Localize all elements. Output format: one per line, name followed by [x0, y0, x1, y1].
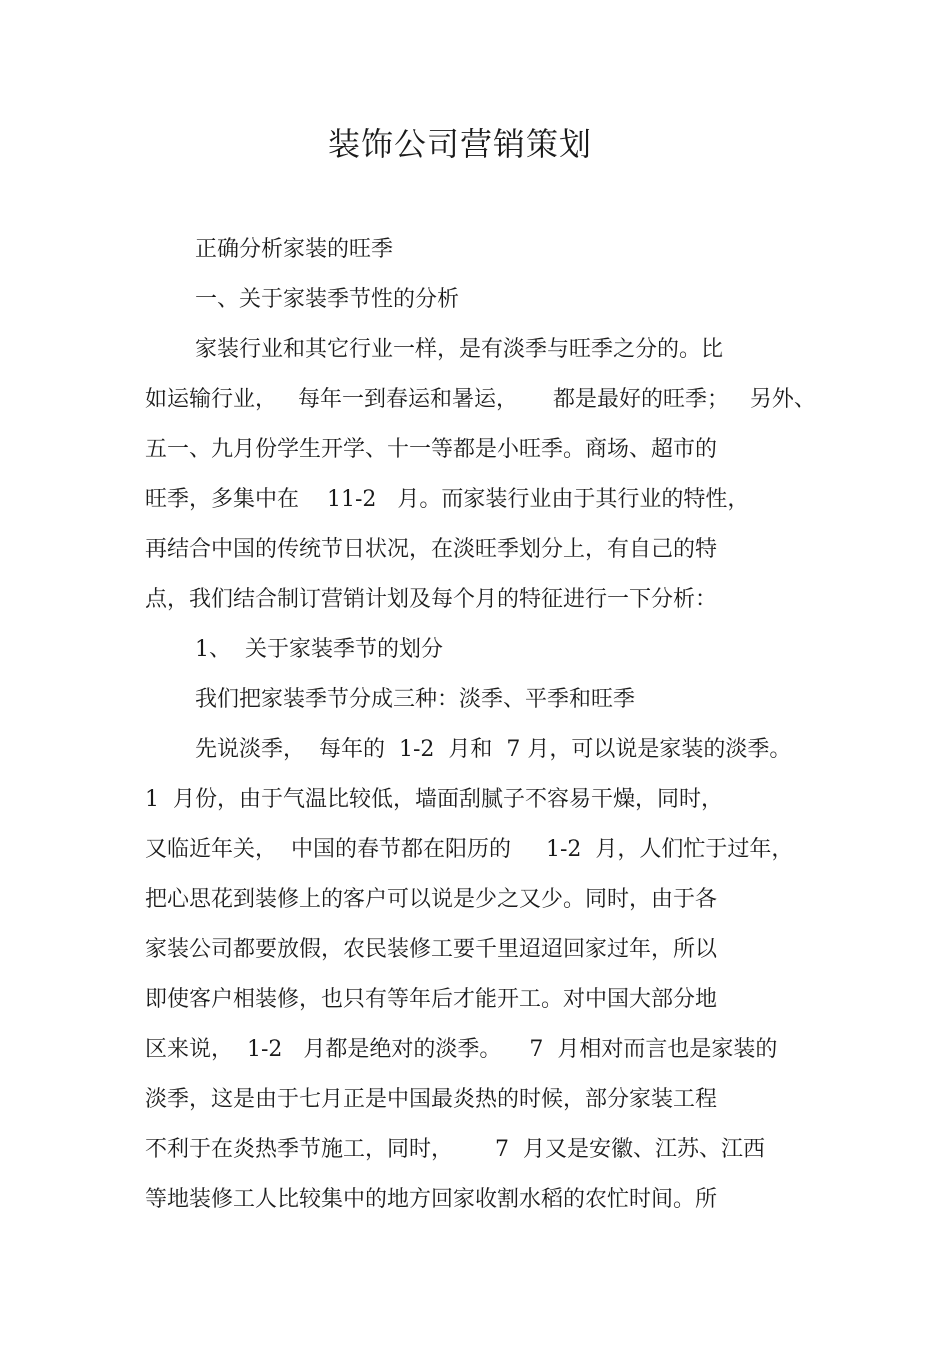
section-heading: 正确分析家装的旺季	[195, 237, 394, 262]
document-body	[145, 225, 845, 1225]
list-item-heading: 1、 关于家装季节的划分	[195, 637, 443, 662]
paragraph-line: 点，我们结合制订营销计划及每个月的特征进行一下分析：	[145, 587, 718, 612]
paragraph-line: 不利于在炎热季节施工，同时， 7 月又是安徽、江苏、江西	[145, 1137, 765, 1162]
paragraph-line: 1 月份，由于气温比较低，墙面刮腻子不容易干燥，同时，	[145, 787, 723, 812]
paragraph-line: 把心思花到装修上的客户可以说是少之又少。同时，由于各	[145, 887, 718, 912]
paragraph-line: 区来说， 1-2 月都是绝对的淡季。 7 月相对而言也是家装的	[145, 1037, 778, 1062]
paragraph-line: 等地装修工人比较集中的地方回家收割水稻的农忙时间。所	[145, 1187, 718, 1212]
paragraph-line: 旺季，多集中在 11-2 月。而家装行业由于其行业的特性，	[145, 487, 750, 512]
paragraph-line: 先说淡季， 每年的 1-2 月和 7 月，可以说是家装的淡季。	[195, 737, 792, 762]
paragraph-line: 再结合中国的传统节日状况，在淡旺季划分上，有自己的特	[145, 537, 718, 562]
paragraph-line: 即使客户相装修，也只有等年后才能开工。对中国大部分地	[145, 987, 718, 1012]
paragraph-line: 家装公司都要放假，农民装修工要千里迢迢回家过年，所以	[145, 937, 718, 962]
document-title: 装饰公司营销策划	[327, 125, 592, 163]
paragraph-line: 如运输行业， 每年一到春运和暑运， 都是最好的旺季； 另外、	[145, 387, 816, 412]
paragraph-line: 我们把家装季节分成三种：淡季、平季和旺季	[195, 687, 636, 712]
subsection-heading: 一、关于家装季节性的分析	[195, 287, 460, 312]
paragraph-line: 淡季，这是由于七月正是中国最炎热的时候，部分家装工程	[145, 1087, 718, 1112]
paragraph-line: 家装行业和其它行业一样，是有淡季与旺季之分的。比	[195, 337, 724, 362]
paragraph-line: 五一、九月份学生开学、十一等都是小旺季。商场、超市的	[145, 437, 718, 462]
paragraph-line: 又临近年关， 中国的春节都在阳历的 1-2 月，人们忙于过年，	[145, 837, 794, 862]
